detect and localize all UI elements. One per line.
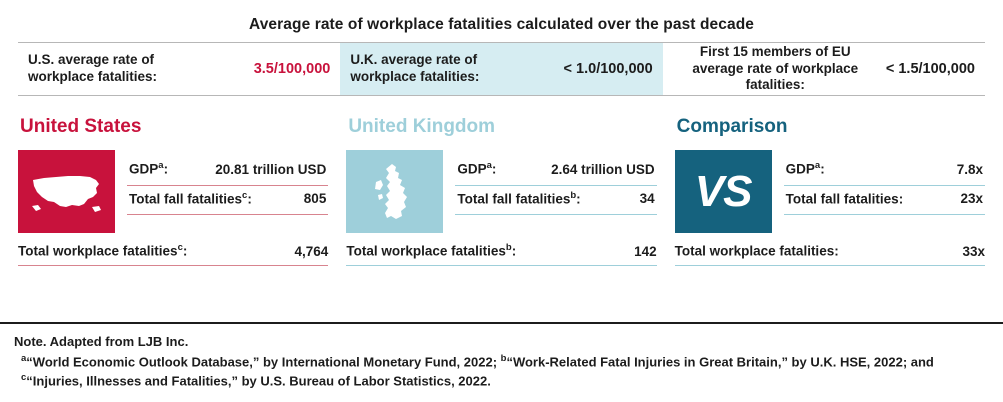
panels-container (18, 116, 985, 266)
stats-us (127, 150, 328, 215)
uk-map-icon (346, 150, 443, 233)
stat-fall-fatalities-uk-label: Total fall fatalities$^b$: (457, 189, 581, 206)
footnote-marker: b (570, 189, 577, 201)
footnote-marker: b (505, 242, 512, 253)
footnote-marker-c: c (21, 372, 27, 384)
panel-body-comparison (675, 150, 985, 233)
rate-label-uk: U.K. average rate of workplace fatalities: (350, 52, 480, 84)
total-workplace-fatalities-us (18, 242, 328, 266)
stat-fall-fatalities-us-label: Total fall fatalities$^c$: (129, 189, 252, 206)
stat-gdp-comparison-value: 7.8x (956, 161, 983, 177)
stat-gdp-us-label: GDP$^a$: (129, 160, 169, 177)
stat-fall-fatalities-us-value: 805 (303, 191, 327, 206)
average-rate-row (18, 43, 985, 96)
stat-gdp-uk-label: GDP$^a$: (457, 160, 497, 177)
footnote-marker: c (242, 189, 248, 201)
stats-uk (455, 150, 656, 215)
panel-title-uk: United Kingdom (348, 116, 496, 137)
total-workplace-fatalities-uk-value: 142 (634, 243, 657, 259)
stat-fall-fatalities-us (127, 186, 328, 216)
stat-gdp-comparison (784, 150, 985, 186)
footnote-marker: a (814, 160, 821, 171)
vs-badge-icon (675, 150, 772, 233)
vs-label: VS (694, 166, 752, 216)
stat-gdp-us (127, 150, 328, 186)
rate-value-us: 3.5/100,000 (253, 61, 331, 77)
note-line-3: $^c$“Injuries, Illnesses and Fatalities,” by U.S. Bureau of Labor Statistics, 2022. (21, 372, 491, 389)
total-workplace-fatalities-uk (346, 242, 656, 266)
rate-label-us: U.S. average rate of workplace fatalities: (28, 52, 158, 84)
total-workplace-fatalities-us-label: Total workplace fatalities$^c$: (18, 242, 188, 259)
stat-fall-fatalities-comparison-value: 23x (960, 191, 983, 206)
footnote-marker-b: b (500, 352, 507, 364)
rate-cell-us (18, 43, 340, 95)
us-map-icon (18, 150, 115, 233)
stat-gdp-uk (455, 150, 656, 186)
rate-cell-eu (663, 43, 985, 95)
note-line-1: Note. Adapted from LJB Inc. (14, 334, 189, 349)
panel-title-comparison: Comparison (676, 116, 788, 137)
total-workplace-fatalities-uk-label: Total workplace fatalities$^b$: (346, 242, 517, 259)
panel-body-us (18, 150, 328, 233)
stat-fall-fatalities-comparison-label: Total fall fatalities: (785, 191, 904, 206)
footnote-marker: a (486, 160, 492, 171)
footnote-marker: c (177, 242, 183, 253)
total-workplace-fatalities-us-value: 4,764 (294, 243, 329, 259)
rate-value-eu: < 1.5/100,000 (885, 61, 975, 77)
panel-united-kingdom (346, 116, 656, 266)
stat-gdp-comparison-label: GDP$^a$: (785, 160, 825, 177)
note-line-2: $^a$“World Economic Outlook Database,” by International Monetary Fund, 2022; $^b$“Work-Related Fatal Injuries in Great Britain,” by U.K. HSE, 2022; and (21, 352, 934, 369)
stat-fall-fatalities-comparison (784, 186, 985, 216)
stat-fall-fatalities-uk (455, 186, 656, 216)
stat-gdp-uk-value: 2.64 trillion USD (551, 161, 655, 177)
panel-comparison (675, 116, 985, 266)
rate-cell-uk (340, 43, 662, 95)
figure-title: Average rate of workplace fatalities calculated over the past decade (18, 10, 985, 43)
total-workplace-fatalities-comparison (675, 242, 985, 266)
rate-label-eu: First 15 members of EU average rate of workplace fatalities: (692, 43, 859, 93)
panel-body-uk (346, 150, 656, 233)
figure-note (0, 322, 1003, 397)
footnote-marker-a: a (21, 352, 27, 364)
footnote-marker: a (158, 160, 164, 171)
total-workplace-fatalities-comparison-value: 33x (962, 243, 985, 259)
total-workplace-fatalities-comparison-label: Total workplace fatalities: (674, 243, 839, 259)
panel-title-us: United States (20, 116, 142, 137)
panel-united-states (18, 116, 328, 266)
stat-fall-fatalities-uk-value: 34 (639, 191, 655, 206)
stats-comparison (784, 150, 985, 215)
stat-gdp-us-value: 20.81 trillion USD (215, 161, 327, 177)
rate-value-uk: < 1.0/100,000 (563, 61, 653, 77)
